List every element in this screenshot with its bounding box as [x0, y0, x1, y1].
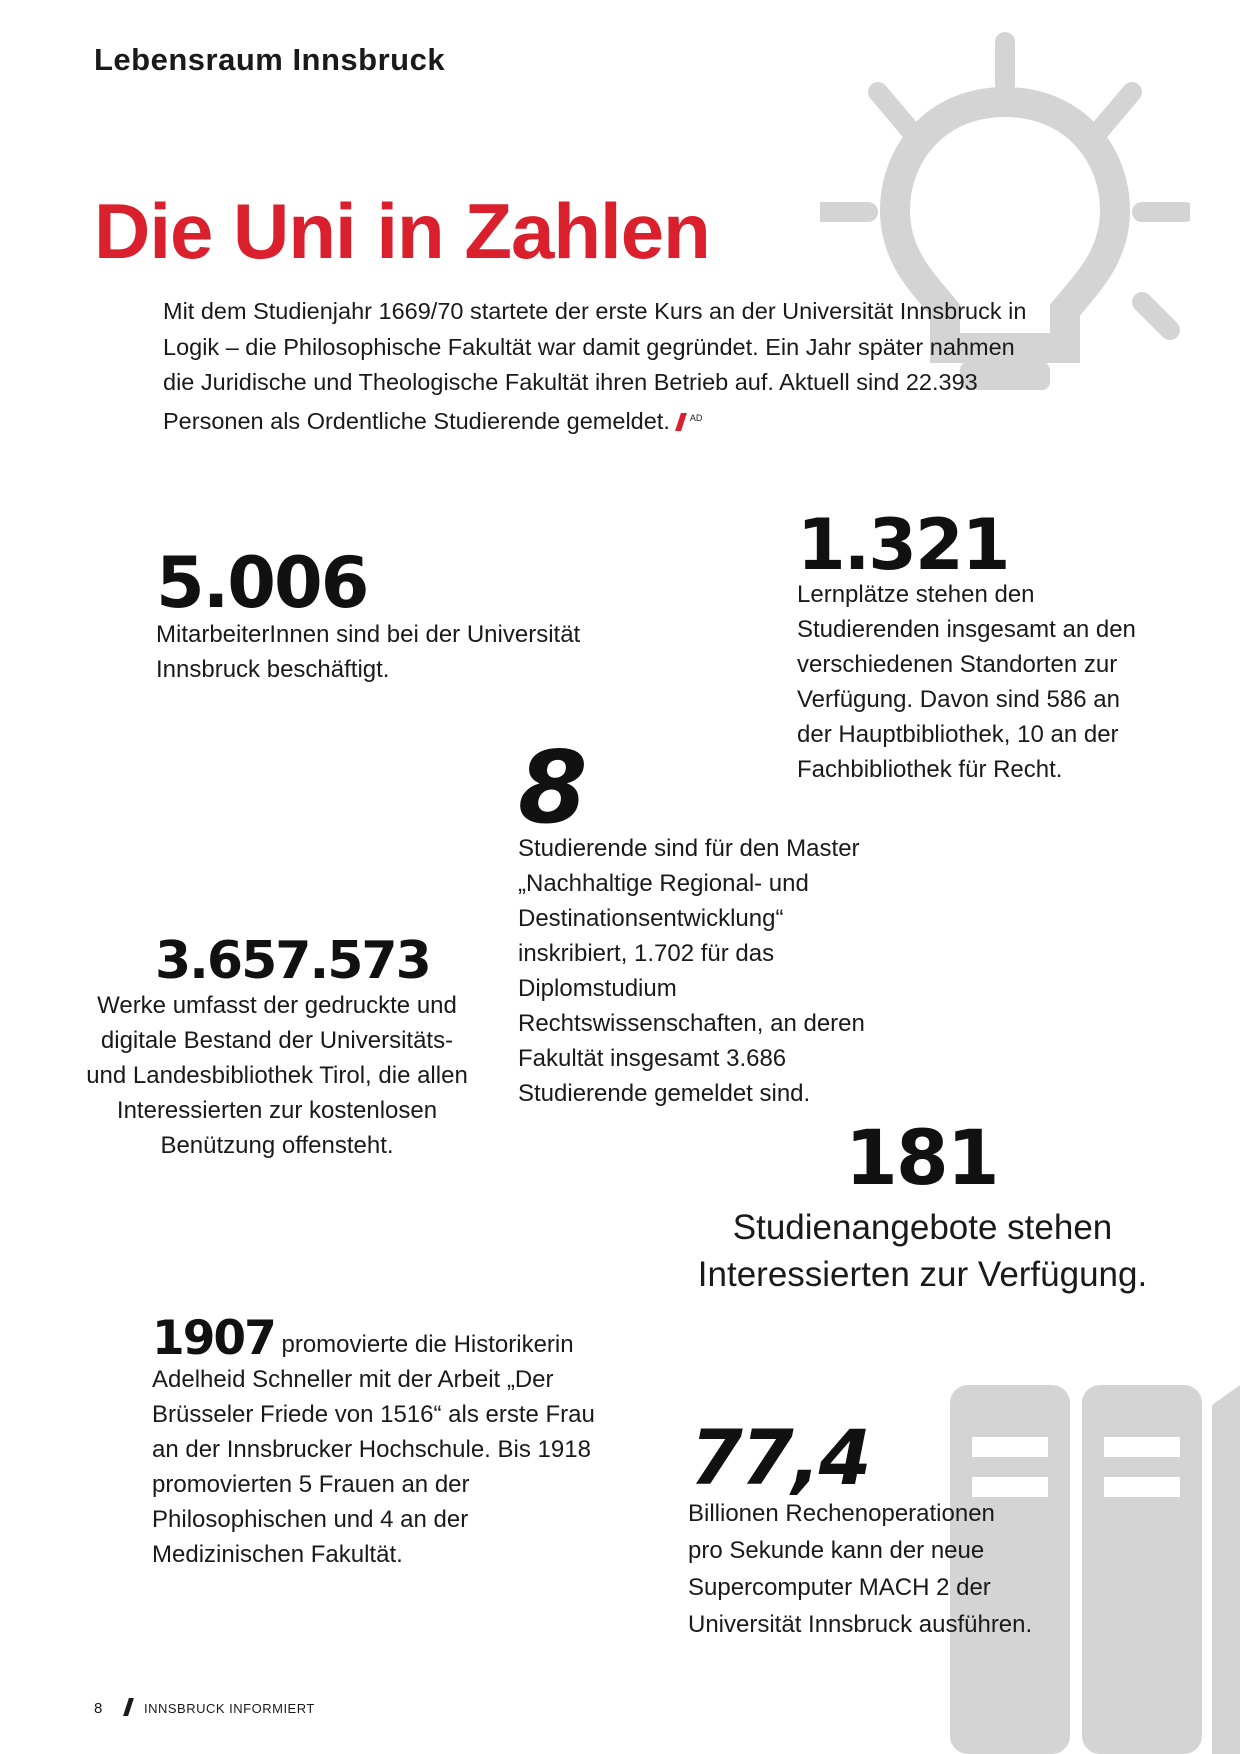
doctorate-text: promovierte die Historikerin Adelheid Schneller mit der Arbeit „Der Brüsseler Friede von 1516“ als erste Frau an der Innsbrucker Hochschule. Bis 1918 promovierten 5 Frauen an der Philosophischen und 4 an der Medizinischen Fakultät. [152, 1331, 595, 1568]
seats-number: 1.321 [797, 504, 1009, 586]
library-text: Werke umfasst der gedruckte und digitale Bestand der Universitäts- und Landesbibliothek Tirol, die allen Interessierten zur kostenlosen Benützung offensteht. [86, 992, 468, 1159]
red-slash-mark [675, 413, 687, 431]
programs-text: Studienangebote stehen Interessierten zur Verfügung. [697, 1208, 1148, 1294]
publication-name: INNSBRUCK INFORMIERT [144, 1701, 315, 1716]
intro-paragraph [163, 294, 1033, 439]
footer-slash-mark [123, 1698, 134, 1716]
staff-text: MitarbeiterInnen sind bei der Universität Innsbruck beschäftigt. [156, 621, 581, 683]
supercomputer-number: 77,4 [690, 1413, 870, 1502]
master-number: 8 [518, 729, 586, 846]
doctorate-number: 1907 [152, 1311, 275, 1366]
supercomputer-text: Billionen Rechenoperationen pro Sekunde kann der neue Supercomputer MACH 2 der Universität Innsbruck ausführen. [688, 1500, 1033, 1638]
doctorate-block [152, 1311, 600, 1572]
staff-number: 5.006 [156, 542, 368, 624]
library-number: 3.657.573 [155, 931, 430, 991]
page-number: 8 [94, 1700, 103, 1717]
seats-text: Lernplätze stehen den Studierenden insgesamt an den verschiedenen Standorten zur Verfügung. Davon sind 586 an der Hauptbibliothek, 10 an der Fachbibliothek für Recht. [797, 581, 1136, 783]
author-initials: AD [689, 412, 703, 423]
programs-number: 181 [845, 1113, 998, 1202]
intro-text: Mit dem Studienjahr 1669/70 startete der erste Kurs an der Universität Innsbruck in Logik – die Philosophische Fakultät war damit gegründet. Ein Jahr später nahmen die Juridische und Theologische Fakultät ihren Betrieb auf. Aktuell sind 22.393 Personen als Ordentliche Studierende gemeldet. [163, 298, 1027, 434]
section-label: Lebensraum Innsbruck [94, 42, 446, 77]
page-title: Die Uni in Zahlen [94, 187, 710, 275]
master-text: Studierende sind für den Master „Nachhaltige Regional- und Destinationsentwicklung“ inskribiert, 1.702 für das Diplomstudium Rechtswissenschaften, an deren Fakultät insgesamt 3.686 Studierende gemeldet sind. [518, 835, 865, 1107]
